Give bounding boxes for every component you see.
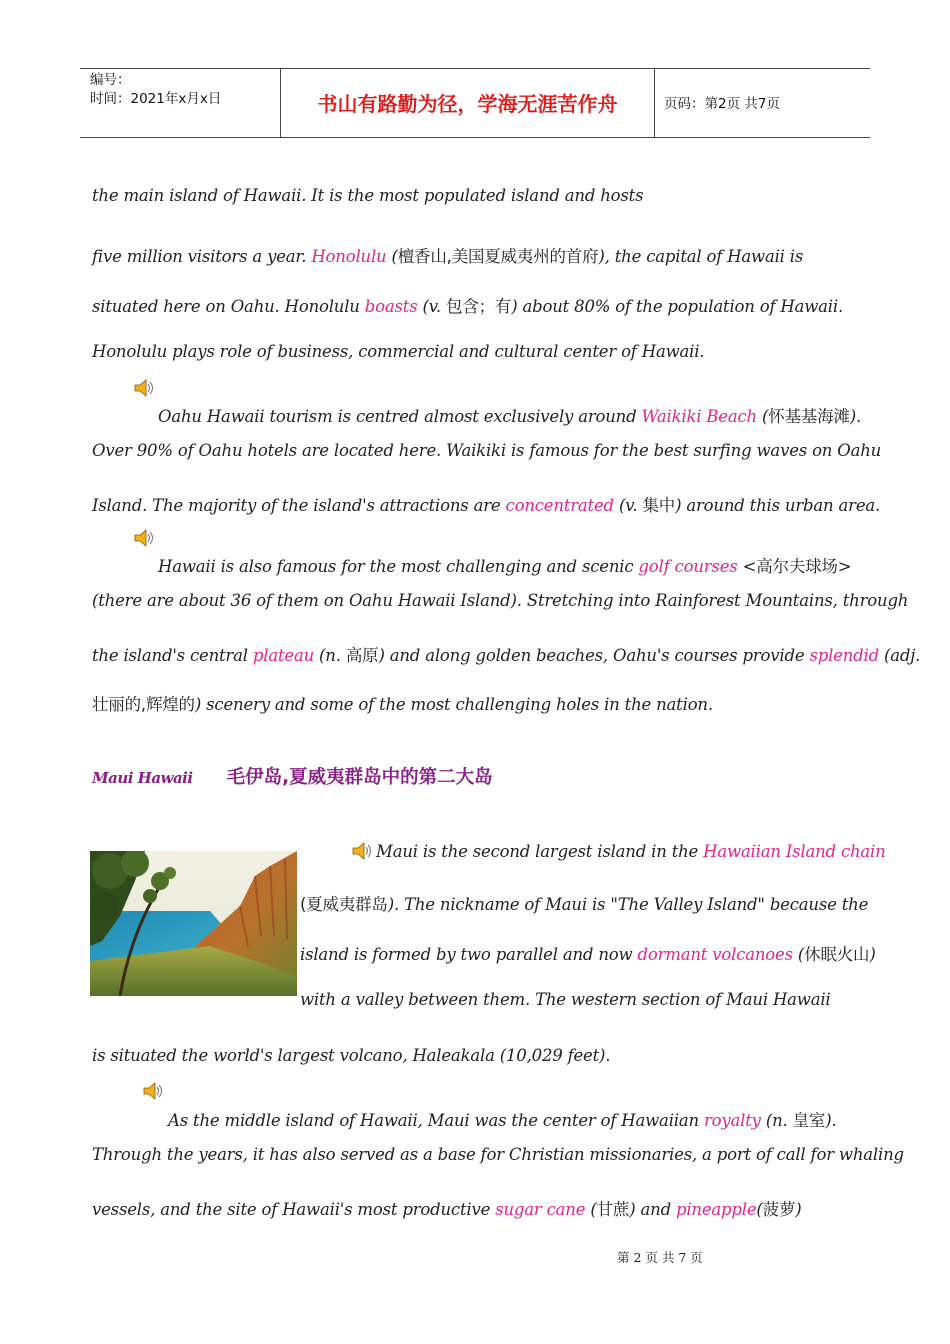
speaker-icon[interactable] (143, 1081, 165, 1101)
document-header (80, 68, 870, 138)
maui-valley-photo (90, 851, 297, 996)
keyword-honolulu: Honolulu (311, 247, 387, 266)
concentrated-translation: 集中 (642, 496, 676, 515)
boasts-translation: 包含；有 (446, 297, 512, 316)
keyword-waikiki-beach: Waikiki Beach (641, 407, 757, 426)
maui-heading-en: Maui Hawaii (92, 769, 193, 787)
oahu-line-4: Honolulu plays role of business, commercial and cultural center of Hawaii. (92, 342, 705, 361)
dormant-translation: 休眠火山 (804, 945, 870, 964)
speaker-icon[interactable] (134, 378, 156, 398)
speaker-icon[interactable] (134, 528, 156, 548)
speaker-icon[interactable] (352, 841, 374, 861)
keyword-hawaiian-island-chain: Hawaiian Island chain (703, 842, 886, 861)
time-label: 时间：2021年x月x日 (90, 91, 222, 107)
keyword-pineapple: pineapple (675, 1200, 757, 1219)
page-footer: 第 2 页 共 7 页 (617, 1250, 703, 1265)
royalty-translation: 皇室 (792, 1111, 826, 1130)
chain-translation: (夏威夷群岛 (300, 895, 388, 914)
maui-line-3: island is formed by two parallel and now dormant volcanoes (休眠火山) (300, 945, 876, 964)
oahu-line-1: the main island of Hawaii. It is the most populated island and hosts (92, 186, 644, 205)
maui-para2-line-3: vessels, and the site of Hawaii's most productive sugar cane (甘蔗) and pineapple(菠萝) (92, 1200, 802, 1219)
maui-line-1: Maui is the second largest island in the Hawaiian Island chain (376, 842, 886, 861)
maui-heading-zh: 毛伊岛,夏威夷群岛中的第二大岛 (226, 767, 493, 788)
keyword-sugar-cane: sugar cane (495, 1200, 586, 1219)
oahu-para3-line-2: (there are about 36 of them on Oahu Hawaii Island). Stretching into Rainforest Mountains, through (92, 591, 909, 610)
honolulu-translation: 檀香山,美国夏威夷州的首府 (397, 247, 599, 266)
maui-line-4: with a valley between them. The western section of Maui Hawaii (300, 990, 831, 1009)
oahu-para2-line-3: Island. The majority of the island's attractions are concentrated (v. 集中) around this urban area. (92, 496, 881, 515)
oahu-para3-line-1: Hawaii is also famous for the most challenging and scenic golf courses <高尔夫球场> (158, 557, 852, 576)
maui-para2-line-2: Through the years, it has also served as a base for Christian missionaries, a port of call for whaling (92, 1145, 904, 1164)
pineapple-translation: 菠萝 (762, 1200, 796, 1219)
maui-line-5: is situated the world's largest volcano, Haleakala (10,029 feet). (92, 1046, 611, 1065)
waikiki-translation: 怀基基海滩 (768, 407, 850, 426)
golf-translation: 高尔夫球场 (756, 557, 838, 576)
maui-section-heading (92, 763, 493, 789)
maui-line-2: (夏威夷群岛). The nickname of Maui is "The Valley Island" because the (300, 895, 869, 914)
motto: 书山有路勤为径，学海无涯苦作舟 (281, 69, 655, 137)
plateau-translation: 高原 (345, 646, 379, 665)
header-info-cell (80, 69, 281, 137)
page-code: 页码：第2页 共7页 (664, 96, 780, 112)
oahu-line-2: five million visitors a year. Honolulu (檀香山,美国夏威夷州的首府), the capital of Hawaii is (92, 247, 804, 266)
oahu-para3-line-3: the island's central plateau (n. 高原) and along golden beaches, Oahu's courses provide splendid (adj. (92, 646, 921, 665)
maui-para2-line-1: As the middle island of Hawaii, Maui was the center of Hawaiian royalty (n. 皇室). (168, 1111, 837, 1130)
oahu-line-3: situated here on Oahu. Honolulu boasts (v. 包含；有) about 80% of the population of Hawaii. (92, 297, 844, 316)
keyword-concentrated: concentrated (505, 496, 614, 515)
keyword-plateau: plateau (252, 646, 315, 665)
number-label: 编号： (90, 72, 131, 88)
keyword-royalty: royalty (703, 1111, 761, 1130)
keyword-golf-courses: golf courses (638, 557, 738, 576)
oahu-para3-line-4: 壮丽的,辉煌的) scenery and some of the most challenging holes in the nation. (92, 695, 713, 714)
keyword-splendid: splendid (809, 646, 879, 665)
oahu-para2-line-1: Oahu Hawaii tourism is centred almost exclusively around Waikiki Beach (怀基基海滩). (158, 407, 862, 426)
oahu-para2-line-2: Over 90% of Oahu hotels are located here. Waikiki is famous for the best surfing waves on Oahu (92, 441, 882, 460)
keyword-dormant-volcanoes: dormant volcanoes (637, 945, 793, 964)
splendid-translation: 壮丽的,辉煌的 (92, 695, 195, 714)
sugar-translation: 甘蔗 (596, 1200, 630, 1219)
keyword-boasts: boasts (364, 297, 418, 316)
